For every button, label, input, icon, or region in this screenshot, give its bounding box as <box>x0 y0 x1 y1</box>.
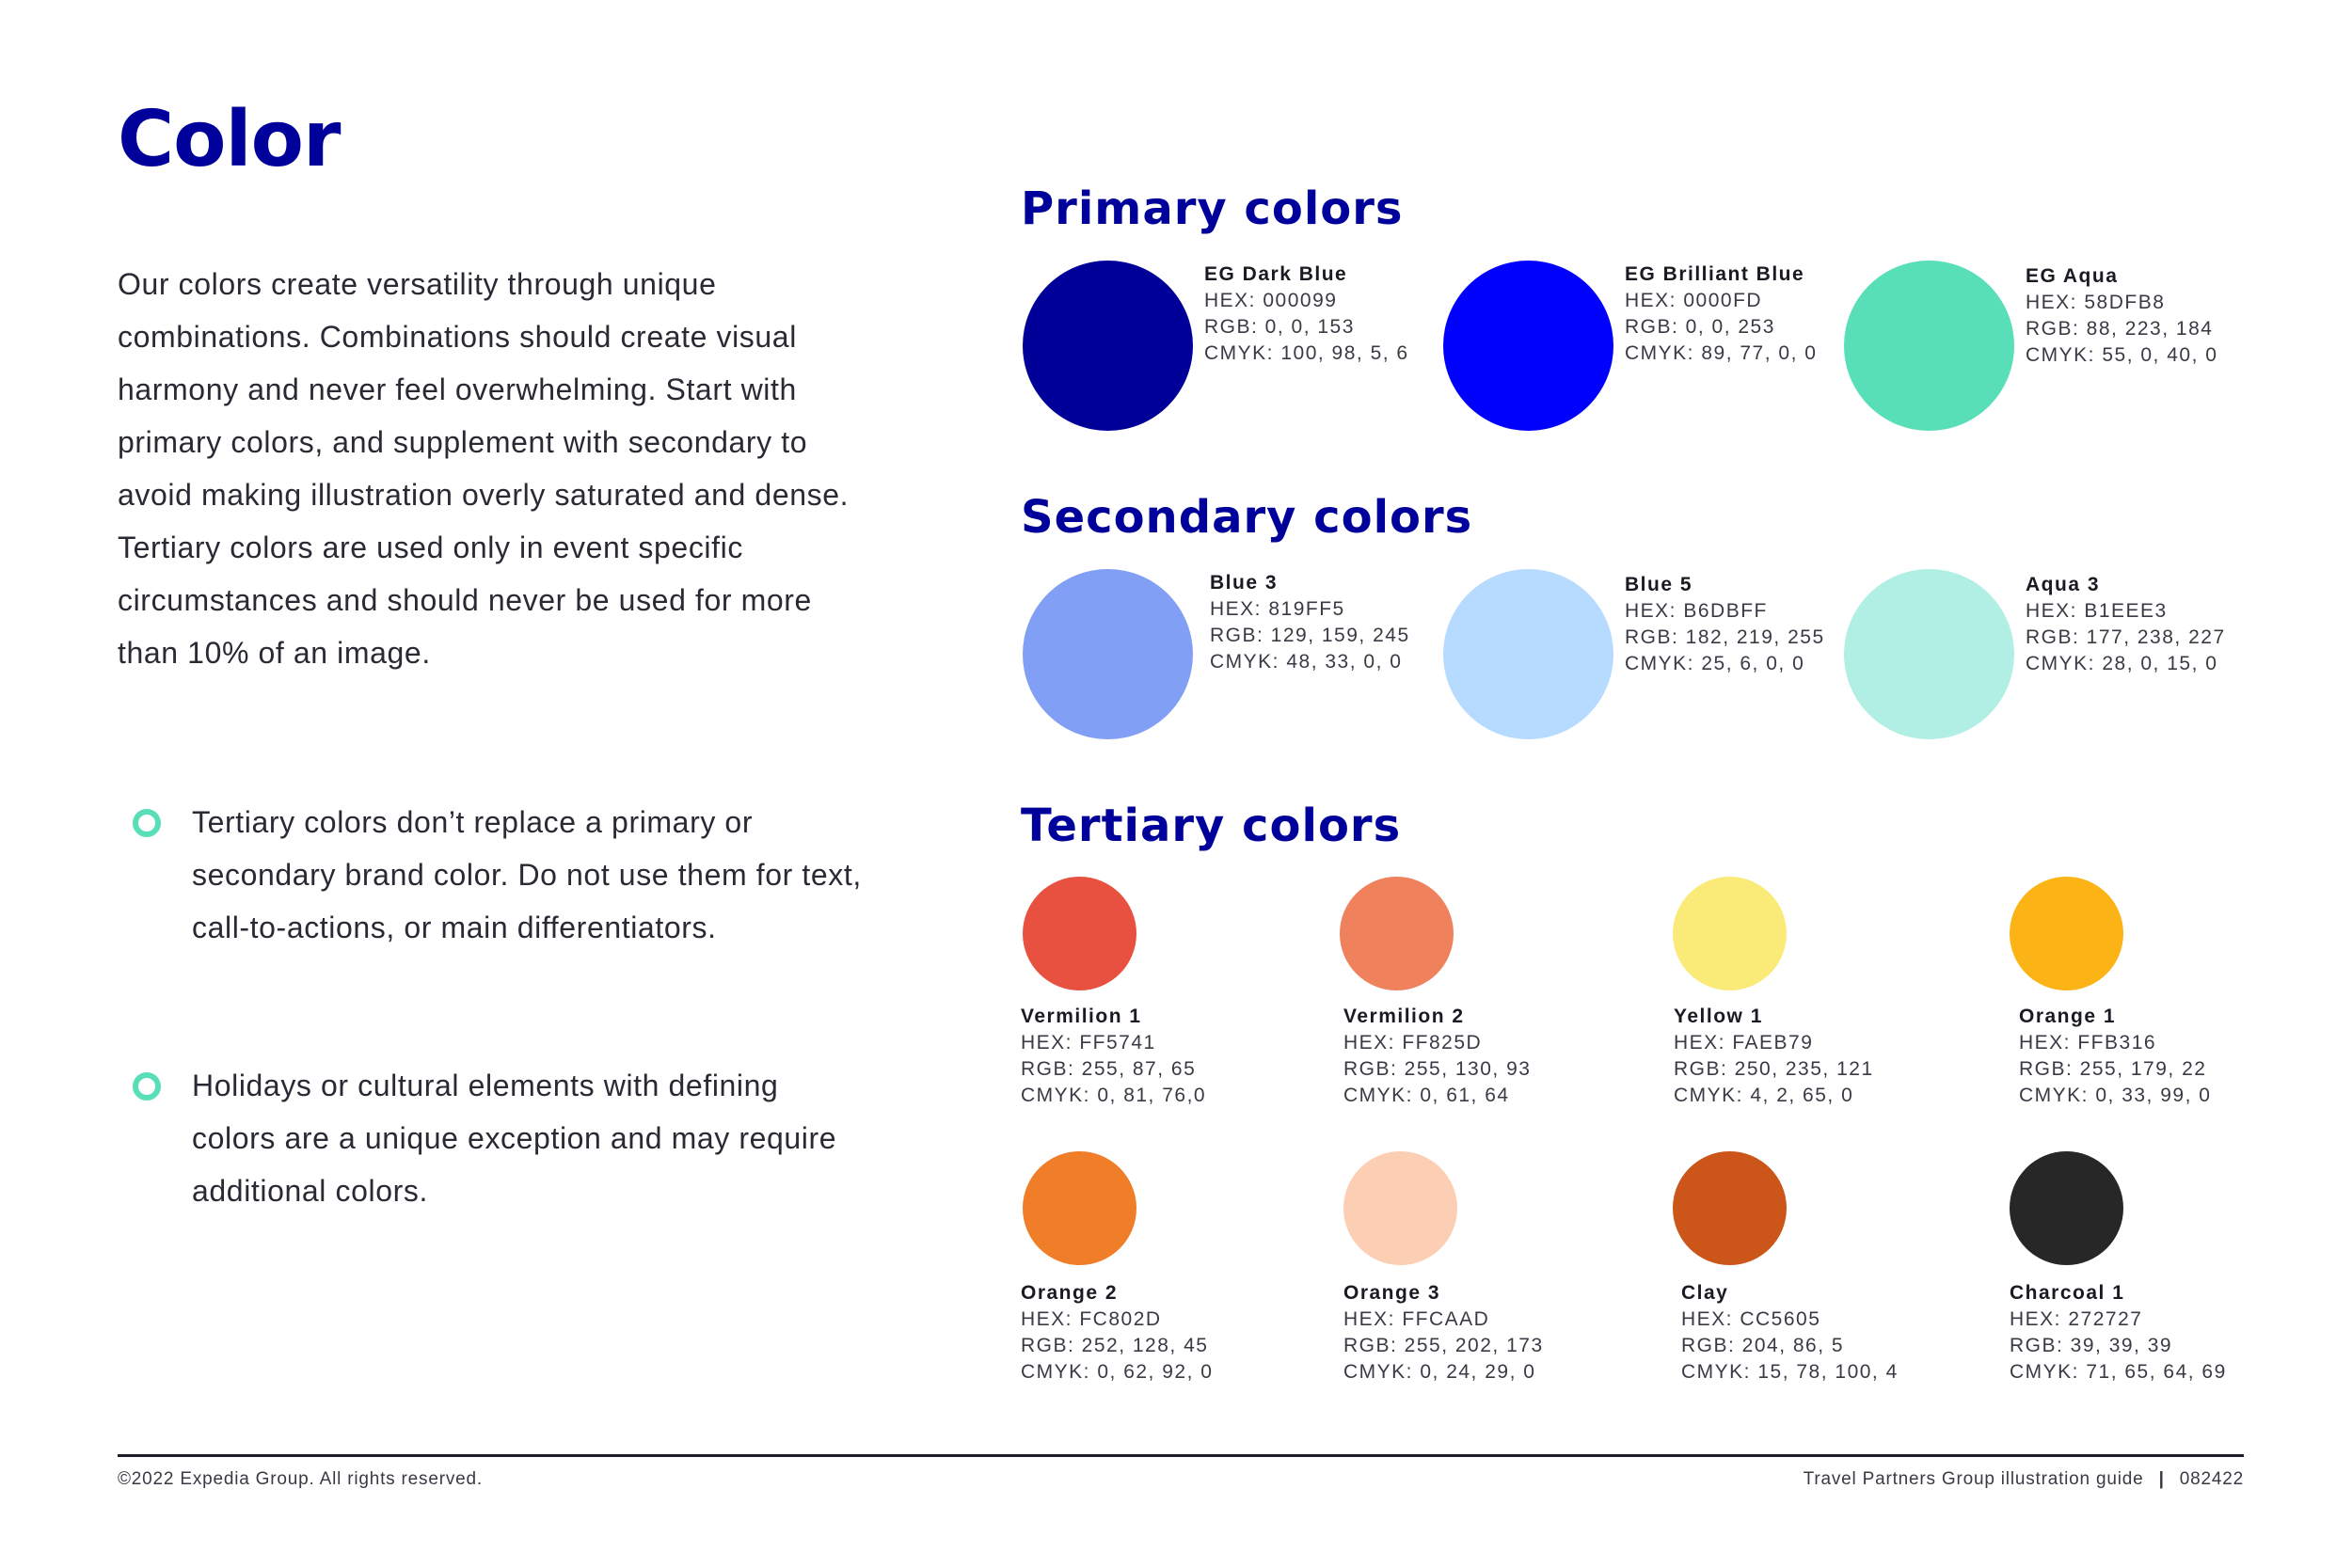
color-rgb: RGB: 129, 159, 245 <box>1210 625 1410 646</box>
swatch-eg-dark-blue <box>1023 261 1193 431</box>
color-name: EG Brilliant Blue <box>1625 263 1805 285</box>
color-rgb: RGB: 204, 86, 5 <box>1681 1335 1845 1356</box>
color-name: Vermilion 1 <box>1021 1006 1142 1027</box>
color-hex: HEX: FF5741 <box>1021 1032 1156 1053</box>
circle-bullet-icon <box>133 1072 161 1101</box>
swatch-vermilion-2 <box>1340 877 1454 990</box>
swatch-orange-1 <box>2010 877 2123 990</box>
swatch-clay <box>1673 1151 1787 1265</box>
color-name: Aqua 3 <box>2026 574 2101 595</box>
color-cmyk: CMYK: 100, 98, 5, 6 <box>1204 342 1409 364</box>
color-hex: HEX: B1EEE3 <box>2026 600 2168 622</box>
color-name: Yellow 1 <box>1674 1006 1763 1027</box>
color-hex: HEX: FF825D <box>1343 1032 1483 1053</box>
swatch-orange-2 <box>1023 1151 1136 1265</box>
bullet-text: Holidays or cultural elements with defining colors are a unique exception and may require additional colors. <box>192 1069 837 1208</box>
page-title: Color <box>118 95 341 184</box>
color-name: Clay <box>1681 1282 1729 1304</box>
color-hex: HEX: B6DBFF <box>1625 600 1768 622</box>
color-rgb: RGB: 177, 238, 227 <box>2026 626 2226 648</box>
color-info-aqua-3 <box>2026 572 2226 677</box>
swatch-orange-3 <box>1343 1151 1457 1265</box>
color-info-clay <box>1681 1280 1899 1386</box>
color-cmyk: CMYK: 48, 33, 0, 0 <box>1210 651 1403 673</box>
color-cmyk: CMYK: 0, 62, 92, 0 <box>1021 1361 1214 1383</box>
swatch-eg-brilliant-blue <box>1443 261 1613 431</box>
color-info-blue-5 <box>1625 572 1825 677</box>
swatch-aqua-3 <box>1844 569 2014 739</box>
color-info-charcoal-1 <box>2010 1280 2227 1386</box>
color-hex: HEX: FFB316 <box>2019 1032 2157 1053</box>
color-name: EG Aqua <box>2026 265 2119 287</box>
swatch-blue-5 <box>1443 569 1613 739</box>
secondary-colors-title: Secondary colors <box>1021 491 1473 544</box>
color-cmyk: CMYK: 89, 77, 0, 0 <box>1625 342 1818 364</box>
tertiary-colors-title: Tertiary colors <box>1021 800 1402 852</box>
color-hex: HEX: FC802D <box>1021 1308 1162 1330</box>
color-hex: HEX: CC5605 <box>1681 1308 1821 1330</box>
color-info-orange-1 <box>2019 1004 2211 1109</box>
color-name: Blue 3 <box>1210 572 1279 594</box>
color-info-blue-3 <box>1210 570 1410 675</box>
color-name: Charcoal 1 <box>2010 1282 2125 1304</box>
bullet-item-holidays <box>118 1059 870 1217</box>
color-hex: HEX: 000099 <box>1204 290 1338 311</box>
color-rgb: RGB: 255, 202, 173 <box>1343 1335 1544 1356</box>
primary-colors-title: Primary colors <box>1021 182 1404 235</box>
color-name: Orange 3 <box>1343 1282 1441 1304</box>
color-hex: HEX: 58DFB8 <box>2026 292 2166 313</box>
color-cmyk: CMYK: 71, 65, 64, 69 <box>2010 1361 2227 1383</box>
color-cmyk: CMYK: 55, 0, 40, 0 <box>2026 344 2218 366</box>
color-name: Vermilion 2 <box>1343 1006 1465 1027</box>
footer-guide-title: Travel Partners Group illustration guide <box>1803 1469 2144 1489</box>
color-cmyk: CMYK: 0, 61, 64 <box>1343 1085 1510 1106</box>
color-cmyk: CMYK: 25, 6, 0, 0 <box>1625 653 1805 674</box>
swatch-yellow-1 <box>1673 877 1787 990</box>
color-name: EG Dark Blue <box>1204 263 1348 285</box>
bullet-item-tertiary <box>118 796 870 954</box>
color-rgb: RGB: 250, 235, 121 <box>1674 1058 1874 1080</box>
color-hex: HEX: FAEB79 <box>1674 1032 1814 1053</box>
color-cmyk: CMYK: 0, 33, 99, 0 <box>2019 1085 2212 1106</box>
footer-code: 082422 <box>2179 1469 2244 1489</box>
color-hex: HEX: 0000FD <box>1625 290 1763 311</box>
swatch-eg-aqua <box>1844 261 2014 431</box>
color-cmyk: CMYK: 0, 24, 29, 0 <box>1343 1361 1536 1383</box>
color-name: Blue 5 <box>1625 574 1693 595</box>
color-info-orange-3 <box>1343 1280 1544 1386</box>
color-info-eg-dark-blue <box>1204 261 1409 367</box>
color-rgb: RGB: 0, 0, 153 <box>1204 316 1355 338</box>
footer-separator: | <box>2158 1469 2165 1489</box>
color-info-vermilion-1 <box>1021 1004 1206 1109</box>
color-info-orange-2 <box>1021 1280 1213 1386</box>
color-rgb: RGB: 182, 219, 255 <box>1625 626 1825 648</box>
swatch-blue-3 <box>1023 569 1193 739</box>
color-name: Orange 2 <box>1021 1282 1119 1304</box>
color-hex: HEX: 819FF5 <box>1210 598 1345 620</box>
color-rgb: RGB: 0, 0, 253 <box>1625 316 1775 338</box>
footer-copyright: ©2022 Expedia Group. All rights reserved. <box>118 1469 483 1489</box>
swatch-vermilion-1 <box>1023 877 1136 990</box>
color-rgb: RGB: 88, 223, 184 <box>2026 318 2214 340</box>
color-rgb: RGB: 255, 130, 93 <box>1343 1058 1532 1080</box>
footer-guide-info <box>1804 1469 2244 1490</box>
bullet-text: Tertiary colors don’t replace a primary or secondary brand color. Do not use them for text, call-to-actions, or main differentiators. <box>192 805 862 944</box>
color-cmyk: CMYK: 4, 2, 65, 0 <box>1674 1085 1854 1106</box>
footer-divider <box>118 1454 2244 1457</box>
color-hex: HEX: 272727 <box>2010 1308 2143 1330</box>
color-cmyk: CMYK: 0, 81, 76,0 <box>1021 1085 1207 1106</box>
color-info-vermilion-2 <box>1343 1004 1531 1109</box>
swatch-charcoal-1 <box>2010 1151 2123 1265</box>
intro-paragraph: Our colors create versatility through unique combinations. Combinations should create visual harmony and never feel overwhelming. Start with primary colors, and supplement with secondary to avoid making illustration overly saturated and dense. Tertiary colors are used only in event specific circumstances and should never be used for more than 10% of an image. <box>118 267 850 670</box>
color-rgb: RGB: 255, 179, 22 <box>2019 1058 2207 1080</box>
color-cmyk: CMYK: 15, 78, 100, 4 <box>1681 1361 1899 1383</box>
color-rgb: RGB: 39, 39, 39 <box>2010 1335 2173 1356</box>
color-info-eg-brilliant-blue <box>1625 261 1817 367</box>
color-cmyk: CMYK: 28, 0, 15, 0 <box>2026 653 2218 674</box>
color-info-eg-aqua <box>2026 263 2217 369</box>
color-rgb: RGB: 252, 128, 45 <box>1021 1335 1209 1356</box>
color-hex: HEX: FFCAAD <box>1343 1308 1490 1330</box>
color-info-yellow-1 <box>1674 1004 1874 1109</box>
color-rgb: RGB: 255, 87, 65 <box>1021 1058 1197 1080</box>
color-name: Orange 1 <box>2019 1006 2117 1027</box>
circle-bullet-icon <box>133 809 161 837</box>
